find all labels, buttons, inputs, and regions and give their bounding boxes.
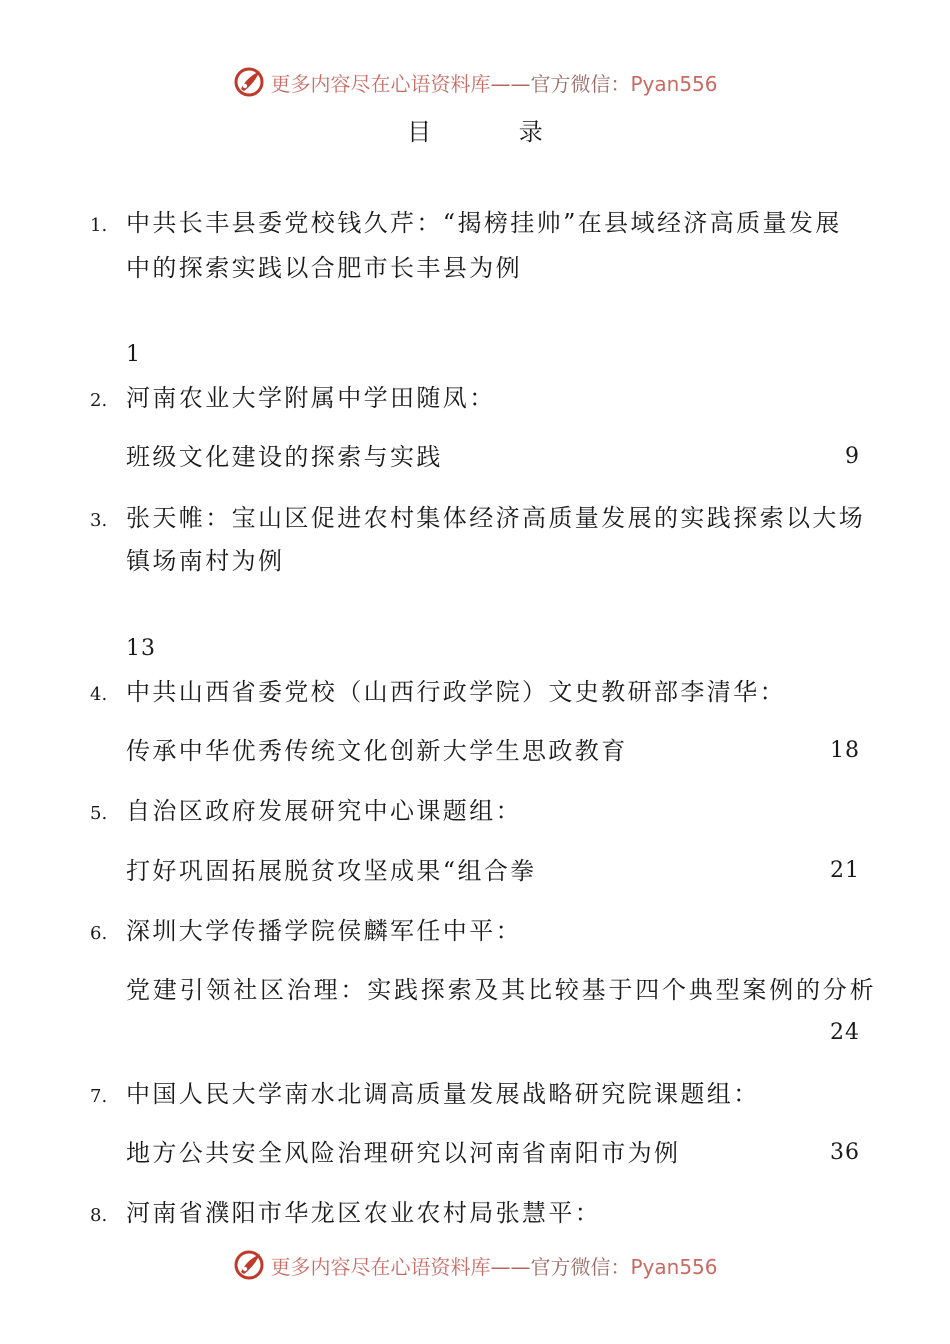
toc-entry-3-line-1[interactable]: 张天帷：宝山区促进农村集体经济高质量发展的实践探索以大场: [126, 504, 866, 532]
toc-entry-3-page: 13: [126, 636, 156, 661]
watermark-wechat-label: 官方微信：: [530, 1254, 631, 1279]
watermark-banner-top: [0, 62, 950, 102]
toc-entry-4-line-2[interactable]: 传承中华优秀传统文化创新大学生思政教育: [126, 737, 628, 765]
toc-entry-3-line-2[interactable]: 镇场南村为例: [126, 547, 285, 575]
toc-entry-2-page: 9: [845, 444, 860, 469]
toc-entry-1-number: 1.: [90, 215, 108, 236]
toc-entry-5-line-2[interactable]: 打好巩固拓展脱贫攻坚成果“组合拳: [126, 857, 537, 885]
toc-entry-6-number: 6.: [90, 923, 108, 944]
toc-entry-2-line-2[interactable]: 班级文化建设的探索与实践: [126, 443, 443, 471]
toc-entry-8-number: 8.: [90, 1205, 108, 1226]
toc-entry-6-line-2[interactable]: 党建引领社区治理：实践探索及其比较基于四个典型案例的分析: [126, 976, 877, 1004]
watermark-main: 更多内容尽在心语资料库: [270, 1254, 491, 1279]
toc-entry-7-number: 7.: [90, 1086, 108, 1107]
watermark-separator: ——: [490, 71, 531, 96]
watermark-separator: ——: [490, 1254, 531, 1279]
watermark-main: 更多内容尽在心语资料库: [270, 71, 491, 96]
watermark-wechat-id: Pyan556: [630, 1254, 718, 1279]
toc-entry-6-line-1[interactable]: 深圳大学传播学院侯麟军任中平：: [126, 917, 522, 945]
toc-entry-7-line-1[interactable]: 中国人民大学南水北调高质量发展战略研究院课题组：: [126, 1080, 760, 1108]
toc-entry-1-page: 1: [126, 342, 141, 367]
toc-entry-1-line-2[interactable]: 中的探索实践以合肥市长丰县为例: [126, 254, 522, 282]
toc-entry-1-line-1[interactable]: 中共长丰县委党校钱久芹：“揭榜挂帅”在县域经济高质量发展: [126, 209, 842, 237]
toc-entry-7-line-2[interactable]: 地方公共安全风险治理研究以河南省南阳市为例: [126, 1139, 681, 1167]
toc-entry-8-line-1[interactable]: 河南省濮阳市华龙区农业农村局张慧平：: [126, 1199, 602, 1227]
toc-entry-6-page: 24: [830, 1020, 860, 1045]
watermark-banner-bottom: [0, 1245, 950, 1285]
toc-entry-7-page: 36: [830, 1140, 860, 1165]
page-title: 目 录: [407, 118, 583, 146]
watermark-wechat-label: 官方微信：: [530, 71, 631, 96]
watermark-text: [270, 68, 717, 97]
toc-entry-3-number: 3.: [90, 510, 108, 531]
brush-logo-icon: [232, 1248, 266, 1282]
watermark-text: [270, 1251, 717, 1280]
toc-entry-2-line-1[interactable]: 河南农业大学附属中学田随凤：: [126, 384, 496, 412]
toc-entry-5-page: 21: [830, 858, 860, 883]
brush-logo-icon: [232, 65, 266, 99]
toc-entry-4-line-1[interactable]: 中共山西省委党校（山西行政学院）文史教研部李清华：: [126, 678, 786, 706]
watermark-wechat-id: Pyan556: [630, 71, 718, 96]
toc-entry-5-number: 5.: [90, 803, 108, 824]
toc-entry-4-number: 4.: [90, 684, 108, 705]
toc-entry-5-line-1[interactable]: 自治区政府发展研究中心课题组：: [126, 797, 522, 825]
toc-entry-2-number: 2.: [90, 390, 108, 411]
toc-entry-4-page: 18: [830, 738, 860, 763]
